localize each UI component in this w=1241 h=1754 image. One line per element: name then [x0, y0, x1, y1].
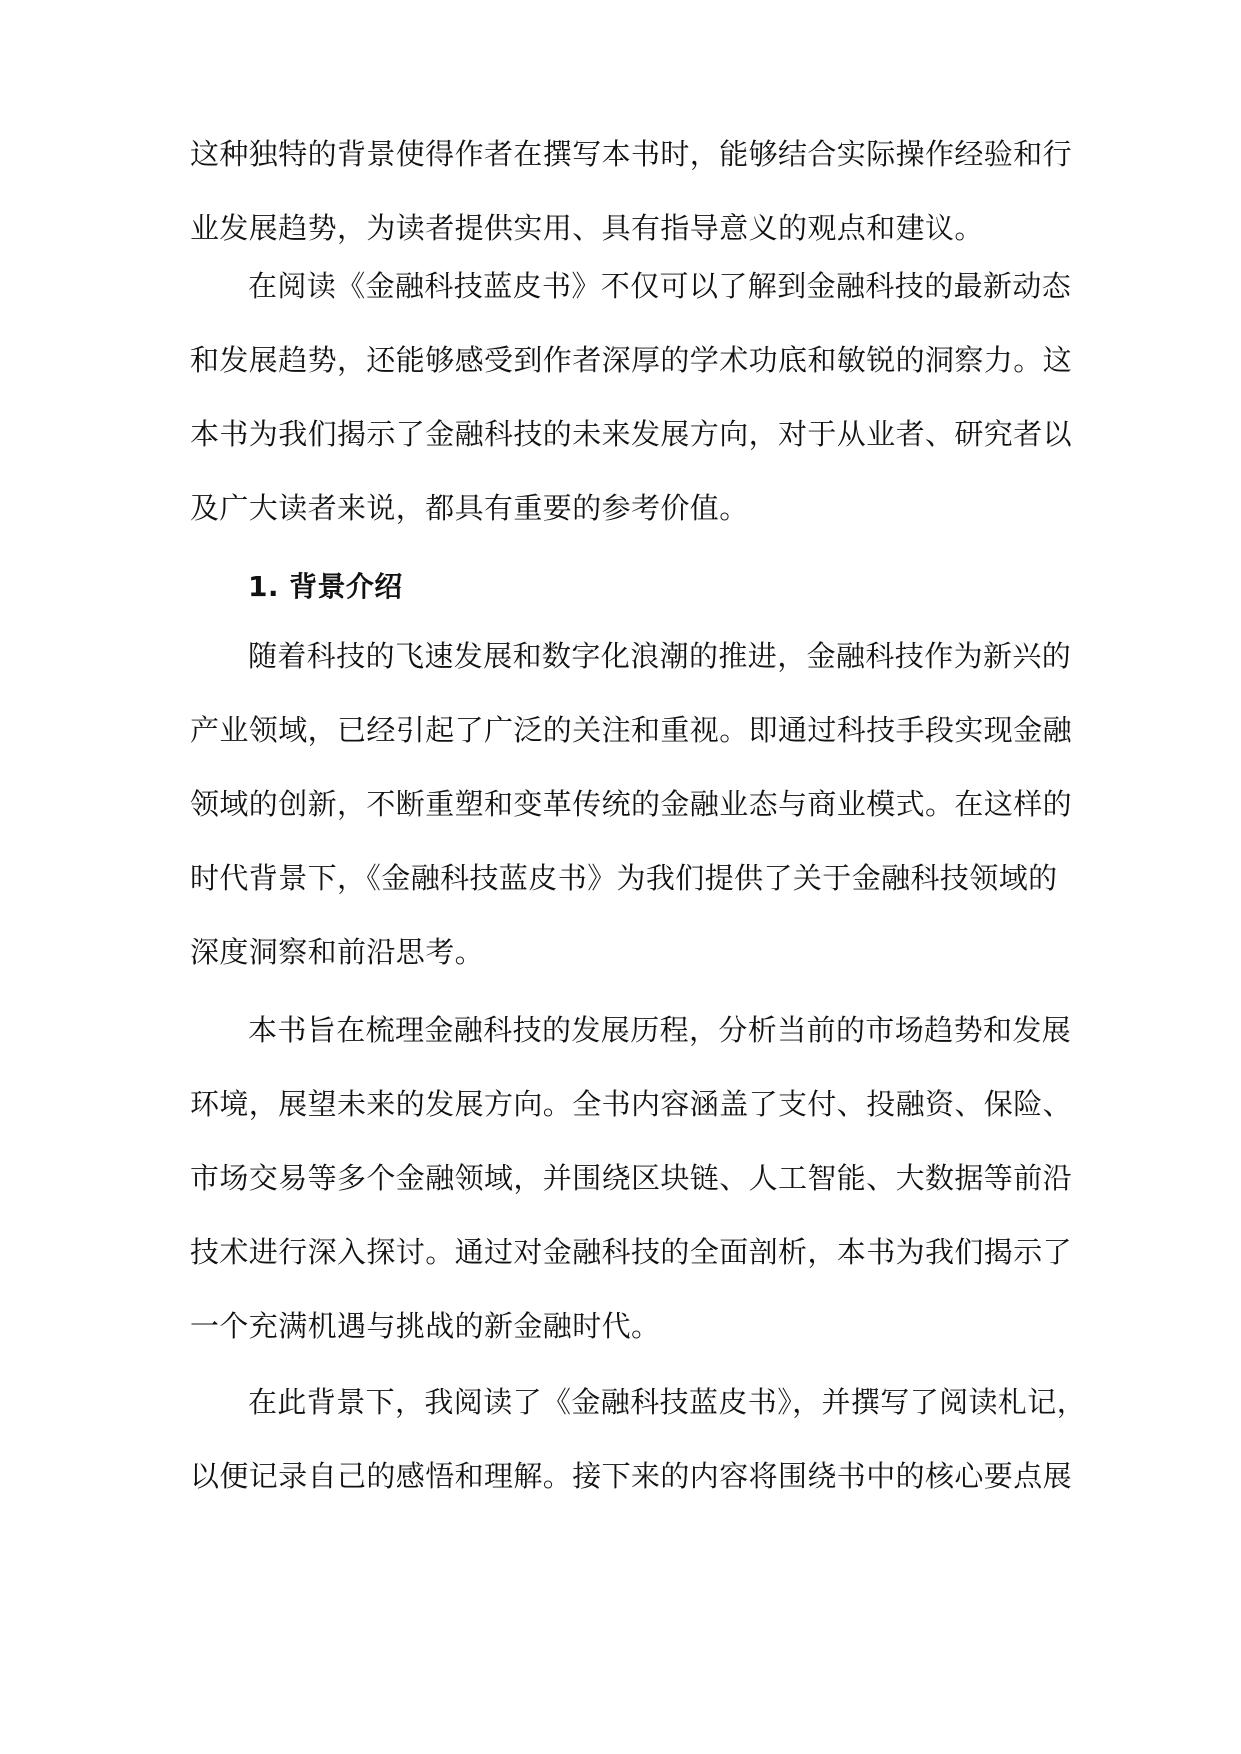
text-line: 和发展趋势，还能够感受到作者深厚的学术功底和敏锐的洞察力。这 [190, 343, 1073, 377]
text-line: 领域的创新，不断重塑和变革传统的金融业态与商业模式。在这样的 [190, 787, 1073, 821]
text-line: 市场交易等多个金融领域，并围绕区块链、人工智能、大数据等前沿 [190, 1161, 1073, 1195]
paragraph-reading-notes [190, 1385, 1087, 1493]
text-line: 随着科技的飞速发展和数字化浪潮的推进，金融科技作为新兴的 [248, 639, 1072, 673]
text-line: 技术进行深入探讨。通过对金融科技的全面剖析，本书为我们揭示了 [190, 1235, 1073, 1269]
section-heading [248, 572, 648, 601]
text-line: 本书为我们揭示了金融科技的未来发展方向，对于从业者、研究者以 [190, 417, 1073, 451]
paragraph-background-intro [190, 639, 1073, 969]
text-line: 时代背景下，《金融科技蓝皮书》为我们提供了关于金融科技领域的 [190, 861, 1058, 895]
text-line: 在此背景下，我阅读了《金融科技蓝皮书》，并撰写了阅读札记， [248, 1385, 1087, 1419]
paragraph-author-background [190, 137, 1073, 245]
text-line: 一个充满机遇与挑战的新金融时代。 [190, 1309, 661, 1343]
text-line: 以便记录自己的感悟和理解。接下来的内容将围绕书中的核心要点展 [190, 1459, 1073, 1493]
paragraph-book-scope [190, 1013, 1073, 1343]
text-line: 深度洞察和前沿思考。 [190, 935, 485, 969]
text-line: 产业领域，已经引起了广泛的关注和重视。即通过科技手段实现金融 [190, 713, 1073, 747]
text-line: 在阅读《金融科技蓝皮书》不仅可以了解到金融科技的最新动态 [248, 269, 1072, 303]
text-line: 这种独特的背景使得作者在撰写本书时，能够结合实际操作经验和行 [190, 137, 1073, 171]
text-line: 环境，展望未来的发展方向。全书内容涵盖了支付、投融资、保险、 [190, 1087, 1073, 1121]
text-line: 本书旨在梳理金融科技的发展历程，分析当前的市场趋势和发展 [248, 1013, 1072, 1047]
text-line: 业发展趋势，为读者提供实用、具有指导意义的观点和建议。 [190, 211, 984, 245]
paragraph-reading-value [190, 269, 1073, 525]
text-line: 及广大读者来说，都具有重要的参考价值。 [190, 491, 749, 525]
section-heading-text: 1. 背景介绍 [248, 570, 403, 603]
